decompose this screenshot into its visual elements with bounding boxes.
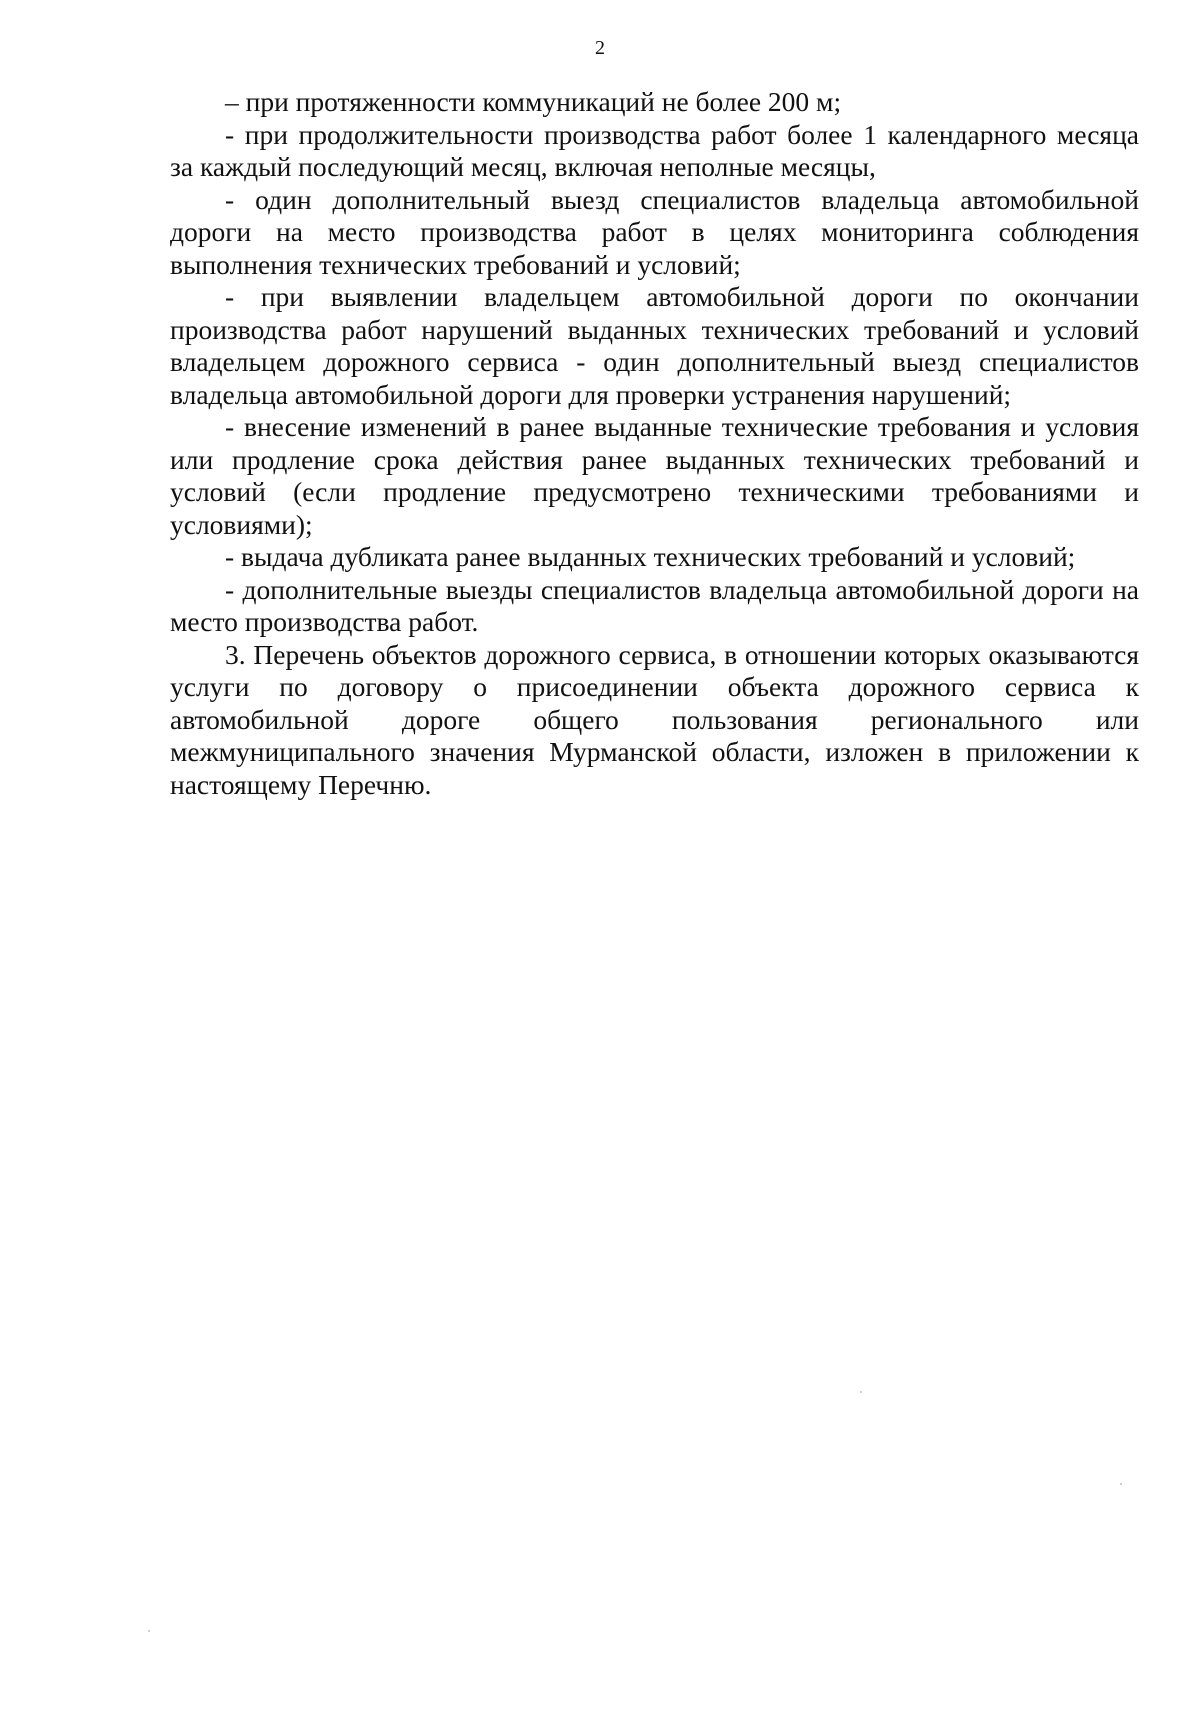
paragraph-requirements-changes: - внесение изменений в ранее выданные технические требования и условия или продление срока действия ранее выданных технических требований и условий (если продление предусмотрено техническими требованиями и условиями);: [170, 411, 1139, 540]
paragraph-monitoring-visit: - один дополнительный выезд специалистов владельца автомобильной дороги на место производства работ в целях мониторинга соблюдения выполнения технических требований и условий;: [170, 183, 1139, 280]
scan-speck: [148, 1630, 150, 1632]
paragraph-communications-length: – при протяженности коммуникаций не более 200 м;: [225, 86, 842, 117]
paragraph-additional-visits: - дополнительные выезды специалистов владельца автомобильной дороги на место производства работ.: [170, 573, 1139, 637]
scan-speck: [1120, 1483, 1122, 1485]
scan-speck: [860, 1391, 862, 1393]
paragraph-service-objects-list: 3. Перечень объектов дорожного сервиса, в отношении которых оказываются услуги по договору о присоединении объекта дорожного сервиса к автомобильной дороге общего пользования регионального или межмуниципального значения Мурманской области, изложен в приложении к настоящему Перечню.: [170, 638, 1139, 800]
page-number: 2: [595, 37, 605, 59]
paragraph-work-duration: - при продолжительности производства работ более 1 календарного месяца за каждый последующий месяц, включая неполные месяцы,: [170, 118, 1139, 182]
document-body: [170, 86, 1139, 801]
paragraph-duplicate-issue: - выдача дубликата ранее выданных технических требований и условий;: [225, 541, 1076, 572]
paragraph-violation-check: - при выявлении владельцем автомобильной дороги по окончании производства работ нарушений выданных технических требований и условий владельцем дорожного сервиса - один дополнительный выезд специалистов владельца автомобильной дороги для проверки устранения нарушений;: [170, 281, 1139, 410]
